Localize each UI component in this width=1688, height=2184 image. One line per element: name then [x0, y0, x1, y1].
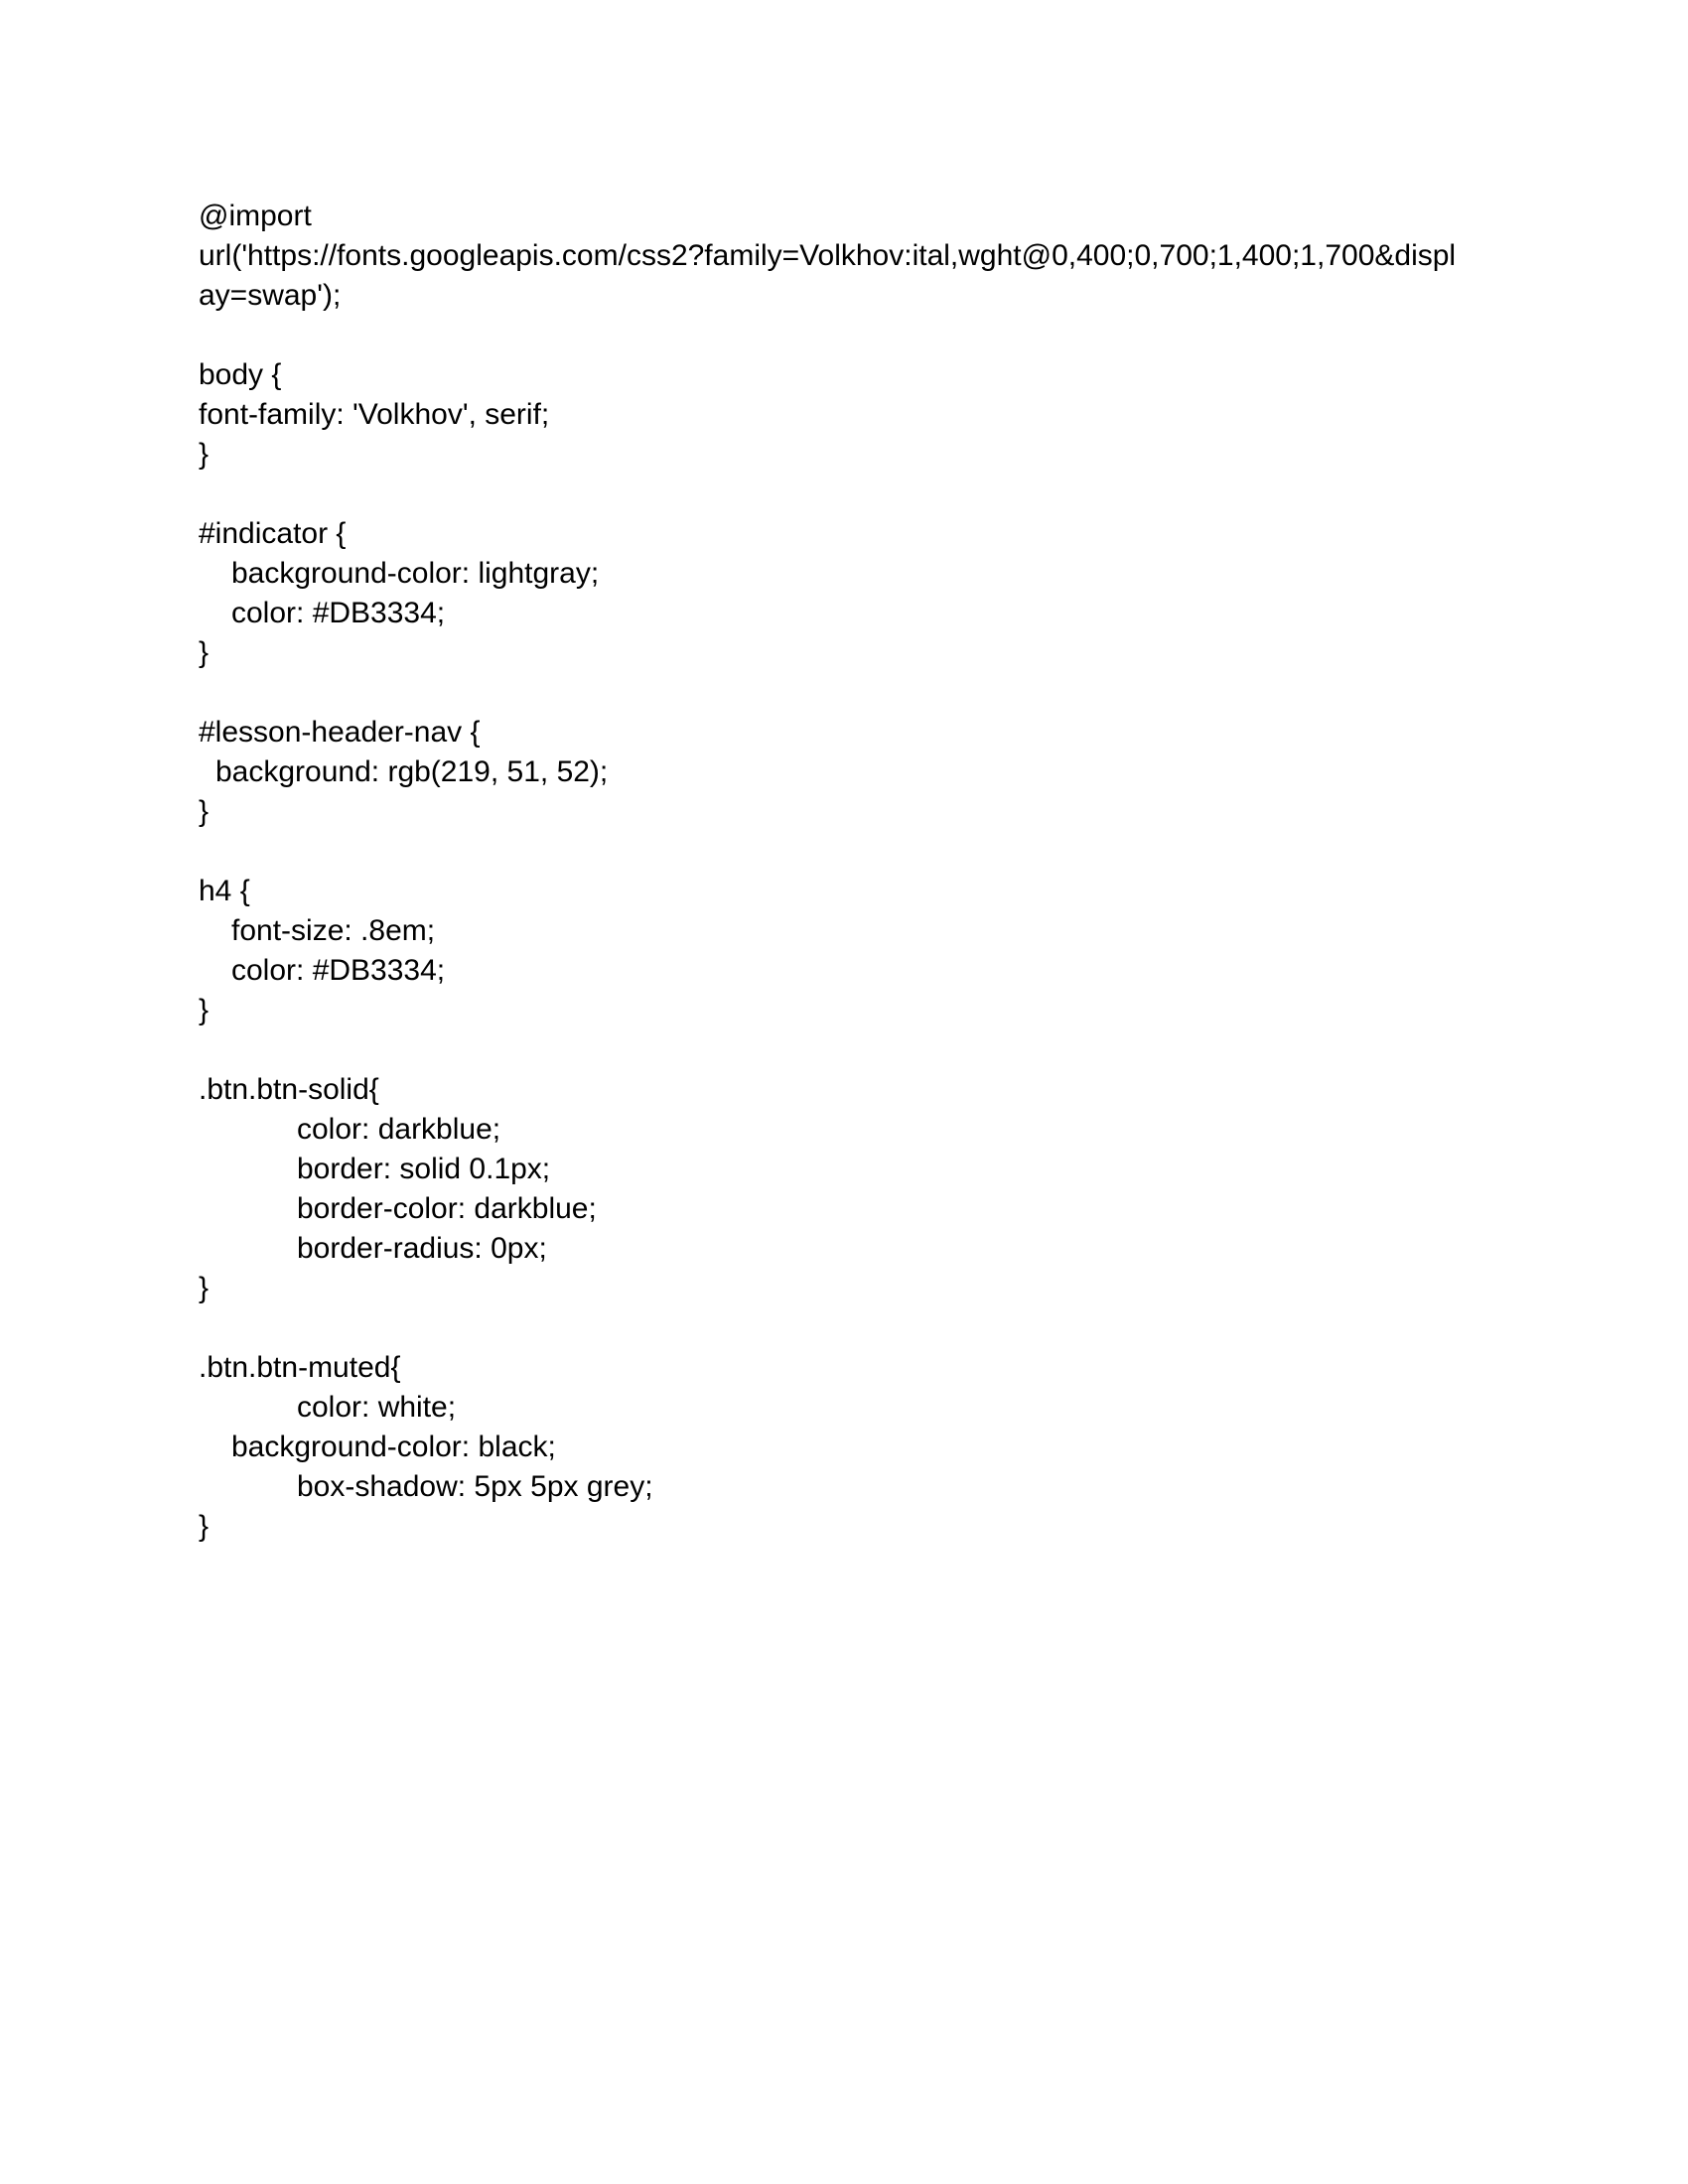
code-line: background-color: lightgray; — [231, 557, 600, 590]
blank-line — [199, 475, 1489, 514]
code-line: ay=swap'); — [199, 279, 342, 312]
code-line: url('https://fonts.googleapis.com/css2?family=Volkhov:ital,wght@0,400;0,700;1,400;1,700&displ — [199, 239, 1457, 272]
blank-line — [199, 1030, 1489, 1070]
code-line: .btn.btn-muted{ — [199, 1351, 401, 1384]
code-line: #indicator { — [199, 517, 347, 550]
code-line: color: #DB3334; — [231, 597, 446, 629]
code-line: font-size: .8em; — [231, 914, 436, 947]
code-line: background-color: black; — [231, 1431, 556, 1463]
code-line: } — [199, 795, 210, 828]
code-line: background: rgb(219, 51, 52); — [215, 755, 609, 788]
code-line: } — [199, 1272, 210, 1304]
code-line: h4 { — [199, 875, 250, 907]
blank-line — [199, 316, 1489, 355]
code-line: border: solid 0.1px; — [297, 1153, 551, 1185]
code-line: } — [199, 636, 210, 669]
code-line: border-color: darkblue; — [297, 1192, 597, 1225]
code-line: #lesson-header-nav { — [199, 716, 481, 749]
code-text-block — [199, 197, 1489, 1547]
code-line: color: #DB3334; — [231, 954, 446, 987]
code-line: border-radius: 0px; — [297, 1232, 547, 1265]
code-line: color: white; — [297, 1391, 457, 1424]
code-line: box-shadow: 5px 5px grey; — [297, 1470, 653, 1503]
blank-line — [199, 673, 1489, 713]
code-line: } — [199, 1510, 210, 1543]
code-line: .btn.btn-solid{ — [199, 1073, 379, 1106]
blank-line — [199, 832, 1489, 872]
blank-line — [199, 1308, 1489, 1348]
code-line: color: darkblue; — [297, 1113, 501, 1146]
code-line: } — [199, 994, 210, 1026]
code-line: } — [199, 438, 210, 471]
code-line: font-family: 'Volkhov', serif; — [199, 398, 550, 431]
code-line: body { — [199, 358, 282, 391]
code-line: @import — [199, 200, 312, 232]
